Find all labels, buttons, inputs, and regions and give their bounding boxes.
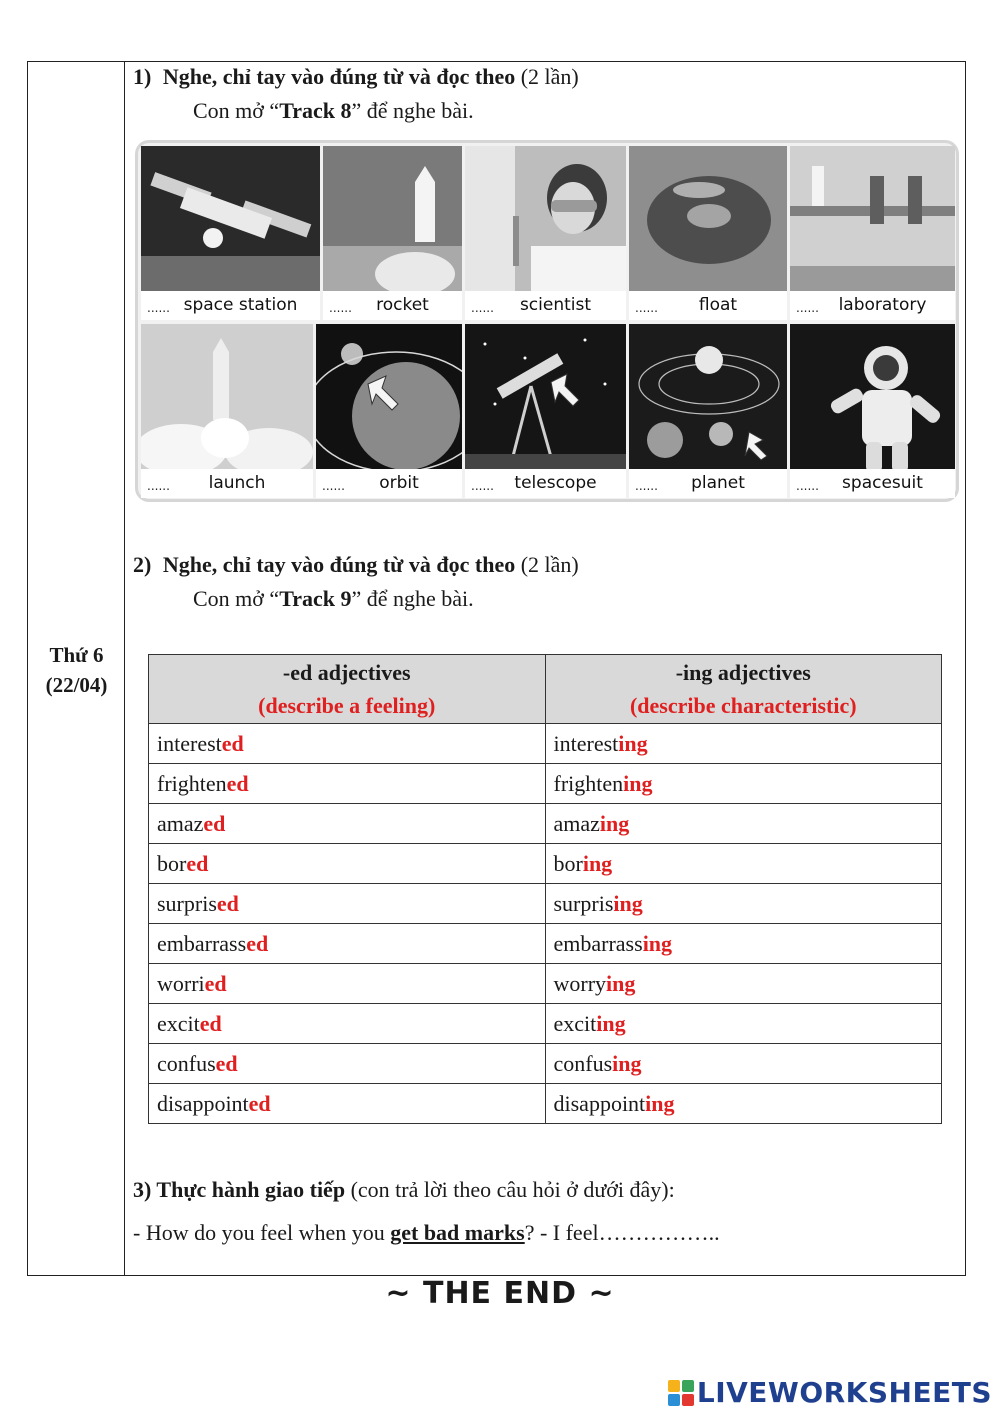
picture-caption: ...... planet: [629, 469, 787, 498]
section1-times: (2 lần): [515, 64, 579, 89]
ing-word-cell: [545, 884, 942, 924]
word-suffix: ing: [618, 730, 648, 756]
word-stem: worry: [553, 970, 607, 996]
track8-label: Track 8: [279, 98, 352, 123]
adjectives-table: [148, 654, 942, 1124]
ing-word-cell: [545, 844, 942, 884]
word-suffix: ing: [623, 770, 653, 796]
word-stem: amaz: [157, 810, 204, 836]
word-stem: worri: [157, 970, 205, 996]
picture-card: [465, 146, 626, 320]
vocabulary-picture-grid: [135, 140, 959, 502]
table-row: [149, 924, 942, 964]
word-suffix: ing: [642, 930, 673, 956]
picture-caption: ...... orbit: [316, 469, 462, 498]
picture-card: [629, 324, 787, 498]
word-stem: disappoint: [157, 1090, 249, 1116]
practice-question: - How do you feel when you get bad marks? - I feel……………..: [133, 1220, 720, 1245]
section2-times: (2 lần): [515, 552, 579, 577]
word-stem: disappoint: [553, 1090, 646, 1116]
ing-word-cell: [545, 1044, 942, 1084]
table-row: [149, 1044, 942, 1084]
ed-word-cell: [149, 1084, 546, 1124]
section2-heading: [133, 552, 579, 578]
word-label: scientist: [519, 295, 592, 315]
picture-caption: ...... scientist: [465, 291, 626, 320]
picture-card: [316, 324, 462, 498]
picture-caption: ...... float: [629, 291, 787, 320]
word-label: laboratory: [838, 295, 927, 315]
liveworksheets-brand: LIVEWORKSHEETS: [696, 1376, 992, 1409]
word-suffix: ed: [199, 1010, 222, 1036]
word-stem: bor: [553, 850, 583, 876]
word-suffix: ed: [246, 930, 269, 956]
word-label: spacesuit: [842, 473, 923, 493]
word-label: float: [698, 295, 738, 315]
table-row: [149, 844, 942, 884]
ing-word-cell: [545, 804, 942, 844]
word-suffix: ed: [248, 1090, 271, 1116]
ed-word-cell: [149, 964, 546, 1004]
word-stem: confus: [157, 1050, 216, 1076]
word-stem: embarrass: [157, 930, 247, 956]
ed-word-cell: [149, 724, 546, 764]
picture-caption: ...... rocket: [323, 291, 462, 320]
the-end-text: ~ THE END ~: [385, 1276, 615, 1311]
word-stem: bor: [157, 850, 187, 876]
word-suffix: ing: [612, 1050, 642, 1076]
liveworksheets-logo-icon: [668, 1380, 694, 1406]
word-suffix: ing: [645, 1090, 675, 1116]
day-name: Thứ 6: [49, 643, 104, 667]
word-label: telescope: [514, 473, 597, 493]
picture-card: [141, 324, 313, 498]
section1-instruction: Con mở “Track 8” để nghe bài.: [193, 98, 474, 123]
section3-title: 3) Thực hành giao tiếp: [133, 1177, 346, 1202]
word-stem: confus: [553, 1050, 613, 1076]
table-header-row: [149, 655, 942, 724]
word-suffix: ed: [204, 970, 227, 996]
word-suffix: ed: [216, 890, 239, 916]
section2-instruction: Con mở “Track 9” để nghe bài.: [193, 586, 474, 611]
ing-word-cell: [545, 724, 942, 764]
section3-note: (con trả lời theo câu hỏi ở dưới đây):: [345, 1177, 675, 1202]
word-stem: excit: [553, 1010, 597, 1036]
word-stem: interest: [157, 730, 222, 756]
day-date: (22/04): [45, 673, 108, 697]
word-label: planet: [691, 473, 745, 493]
ing-word-cell: [545, 1004, 942, 1044]
table-row: [149, 764, 942, 804]
word-stem: interest: [553, 730, 619, 756]
ed-word-cell: [149, 884, 546, 924]
table-row: [149, 1084, 942, 1124]
word-label: orbit: [379, 473, 419, 493]
liveworksheets-logo: [668, 1376, 992, 1409]
day-column: [28, 62, 125, 1275]
table-row: [149, 804, 942, 844]
picture-caption: ...... laboratory: [790, 291, 955, 320]
word-suffix: ed: [186, 850, 209, 876]
table-row: [149, 1004, 942, 1044]
word-stem: frighten: [157, 770, 227, 796]
ing-word-cell: [545, 964, 942, 1004]
word-suffix: ing: [596, 1010, 626, 1036]
ed-word-cell: [149, 764, 546, 804]
section2-number: 2): [133, 552, 152, 577]
ing-word-cell: [545, 1084, 942, 1124]
word-suffix: ing: [613, 890, 643, 916]
ing-column-header: -ing adjectives (describe characteristic): [545, 655, 942, 724]
section1-title: Nghe, chỉ tay vào đúng từ và đọc theo: [162, 64, 516, 89]
ed-word-cell: [149, 1004, 546, 1044]
picture-card: [465, 324, 626, 498]
answer-blank[interactable]: ? - I feel……………..: [524, 1220, 720, 1245]
worksheet-frame: [27, 61, 966, 1276]
table-row: [149, 884, 942, 924]
ed-column-header: -ed adjectives (describe a feeling): [149, 655, 546, 724]
ing-word-cell: [545, 764, 942, 804]
word-suffix: ing: [599, 810, 630, 836]
word-stem: surpris: [553, 890, 614, 916]
picture-card: [790, 146, 955, 320]
word-label: space station: [183, 295, 298, 315]
word-suffix: ing: [582, 850, 613, 876]
word-label: launch: [208, 473, 266, 493]
ed-word-cell: [149, 924, 546, 964]
word-stem: surpris: [157, 890, 217, 916]
word-suffix: ed: [203, 810, 226, 836]
section1-heading: [133, 64, 579, 90]
word-suffix: ed: [221, 730, 244, 756]
picture-card: [141, 146, 320, 320]
table-row: [149, 964, 942, 1004]
word-stem: frighten: [553, 770, 624, 796]
word-suffix: ed: [226, 770, 249, 796]
track9-label: Track 9: [279, 586, 352, 611]
ing-word-cell: [545, 924, 942, 964]
word-label: rocket: [376, 295, 429, 315]
word-stem: embarrass: [553, 930, 643, 956]
word-suffix: ed: [215, 1050, 238, 1076]
question-keyphrase: get bad marks: [390, 1220, 525, 1245]
picture-caption: ...... spacesuit: [790, 469, 955, 498]
picture-card: [629, 146, 787, 320]
day-label: [28, 640, 125, 700]
word-stem: excit: [157, 1010, 200, 1036]
table-row: [149, 724, 942, 764]
ed-word-cell: [149, 804, 546, 844]
picture-card: [323, 146, 462, 320]
section3-heading: [133, 1177, 675, 1203]
word-stem: amaz: [553, 810, 600, 836]
picture-card: [790, 324, 955, 498]
section1-number: 1): [133, 64, 152, 89]
section2-title: Nghe, chỉ tay vào đúng từ và đọc theo: [162, 552, 516, 577]
picture-caption: ...... space station: [141, 291, 320, 320]
ed-word-cell: [149, 1044, 546, 1084]
adjectives-table-body: [149, 724, 942, 1124]
ed-word-cell: [149, 844, 546, 884]
picture-caption: ...... launch: [141, 469, 313, 498]
word-suffix: ing: [606, 970, 636, 996]
picture-caption: ...... telescope: [465, 469, 626, 498]
lesson-content: [125, 62, 965, 1275]
